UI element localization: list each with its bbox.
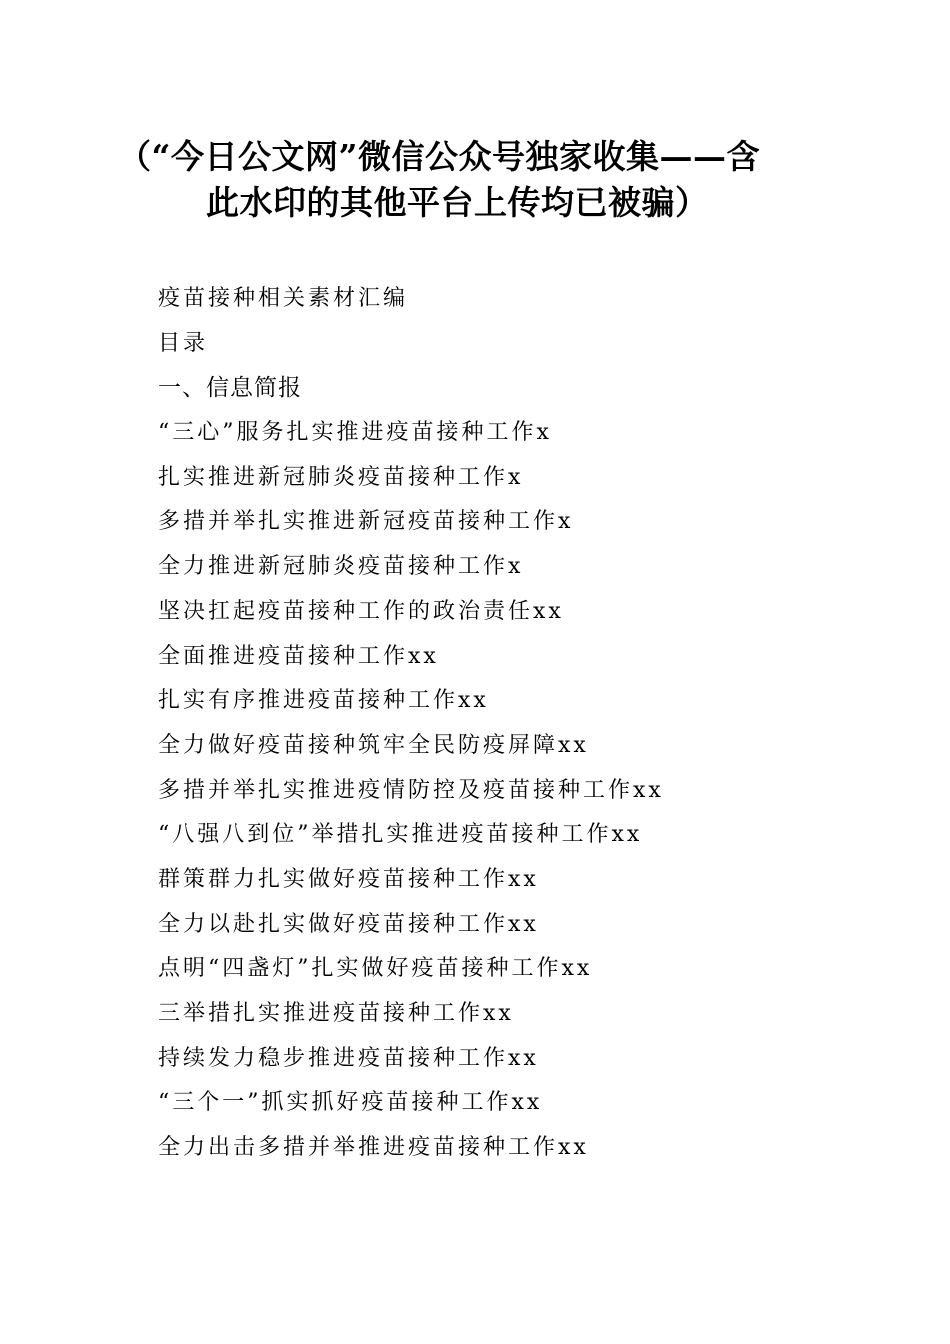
toc-item: 全力推进新冠肺炎疫苗接种工作x bbox=[158, 554, 524, 580]
toc-item: 扎实有序推进疫苗接种工作xx bbox=[158, 688, 489, 714]
toc-item: 坚决扛起疫苗接种工作的政治责任xx bbox=[158, 598, 564, 624]
toc-item: 全面推进疫苗接种工作xx bbox=[158, 643, 439, 669]
toc-item: 三举措扎实推进疫苗接种工作xx bbox=[158, 1001, 514, 1026]
document-title: 疫苗接种相关素材汇编 bbox=[158, 286, 409, 311]
watermark-title-line-2: 此水印的其他平台上传均已被骗） bbox=[206, 183, 709, 222]
document-body bbox=[158, 277, 858, 1171]
toc-item: “三个一”抓实抓好疫苗接种工作xx bbox=[158, 1090, 543, 1116]
toc-item: 多措并举扎实推进疫情防控及疫苗接种工作xx bbox=[158, 777, 664, 803]
toc-item: 全力做好疫苗接种筑牢全民防疫屏障xx bbox=[158, 732, 589, 758]
toc-item: 全力出击多措并举推进疫苗接种工作xx bbox=[158, 1135, 589, 1161]
toc-item: “三心”服务扎实推进疫苗接种工作x bbox=[158, 420, 552, 446]
watermark-title-line-1: （“今日公文网”微信公众号独家收集——含 bbox=[118, 137, 760, 176]
toc-item: 扎实推进新冠肺炎疫苗接种工作x bbox=[158, 464, 524, 490]
toc-item: 点明“四盏灯”扎实做好疫苗接种工作xx bbox=[158, 956, 593, 982]
toc-item: 多措并举扎实推进新冠疫苗接种工作x bbox=[158, 509, 574, 535]
toc-item: “八强八到位”举措扎实推进疫苗接种工作xx bbox=[158, 822, 643, 848]
toc-label: 目录 bbox=[158, 330, 209, 356]
section-heading: 一、信息简报 bbox=[158, 375, 302, 402]
watermark-title bbox=[118, 134, 828, 226]
toc-item: 群策群力扎实做好疫苗接种工作xx bbox=[158, 866, 539, 892]
toc-item: 持续发力稳步推进疫苗接种工作xx bbox=[158, 1045, 539, 1071]
toc-item: 全力以赴扎实做好疫苗接种工作xx bbox=[158, 911, 539, 937]
